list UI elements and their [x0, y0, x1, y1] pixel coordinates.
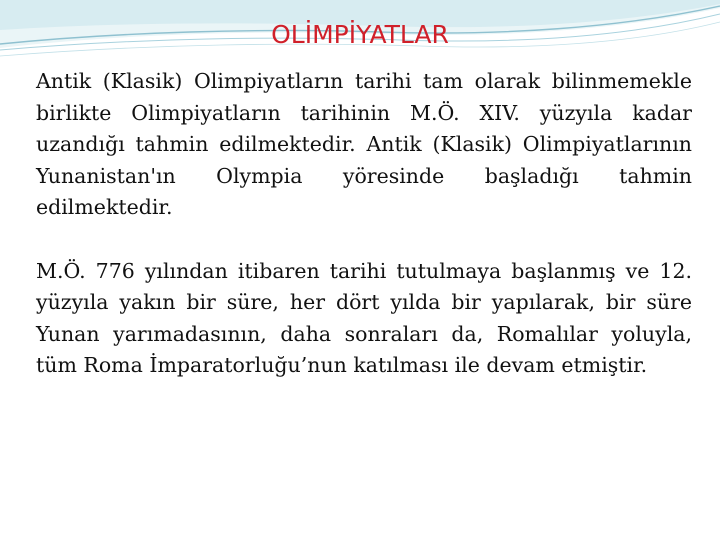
slide-body [36, 66, 692, 382]
paragraph-1: Antik (Klasik) Olimpiyatların tarihi tam olarak bilinmemekle birlikte Olimpiyatların tarihinin M.Ö. XIV. yüzyıla kadar uzandığı tahmin edilmektedir. Antik (Klasik) Olimpiyatlarının Yunanistan'ın Olympia yöresinde başladığı tahmin edilmektedir. [36, 69, 692, 219]
slide-title: OLİMPİYATLAR [271, 20, 449, 49]
paragraph-2: M.Ö. 776 yılından itibaren tarihi tutulmaya başlanmış ve 12. yüzyıla yakın bir süre, her dört yılda bir yapılarak, bir süre Yunan yarımadasının, daha sonraları da, Romalılar yoluyla, tüm Roma İmparatorluğu’nun katılması ile devam etmiştir. [36, 258, 692, 377]
